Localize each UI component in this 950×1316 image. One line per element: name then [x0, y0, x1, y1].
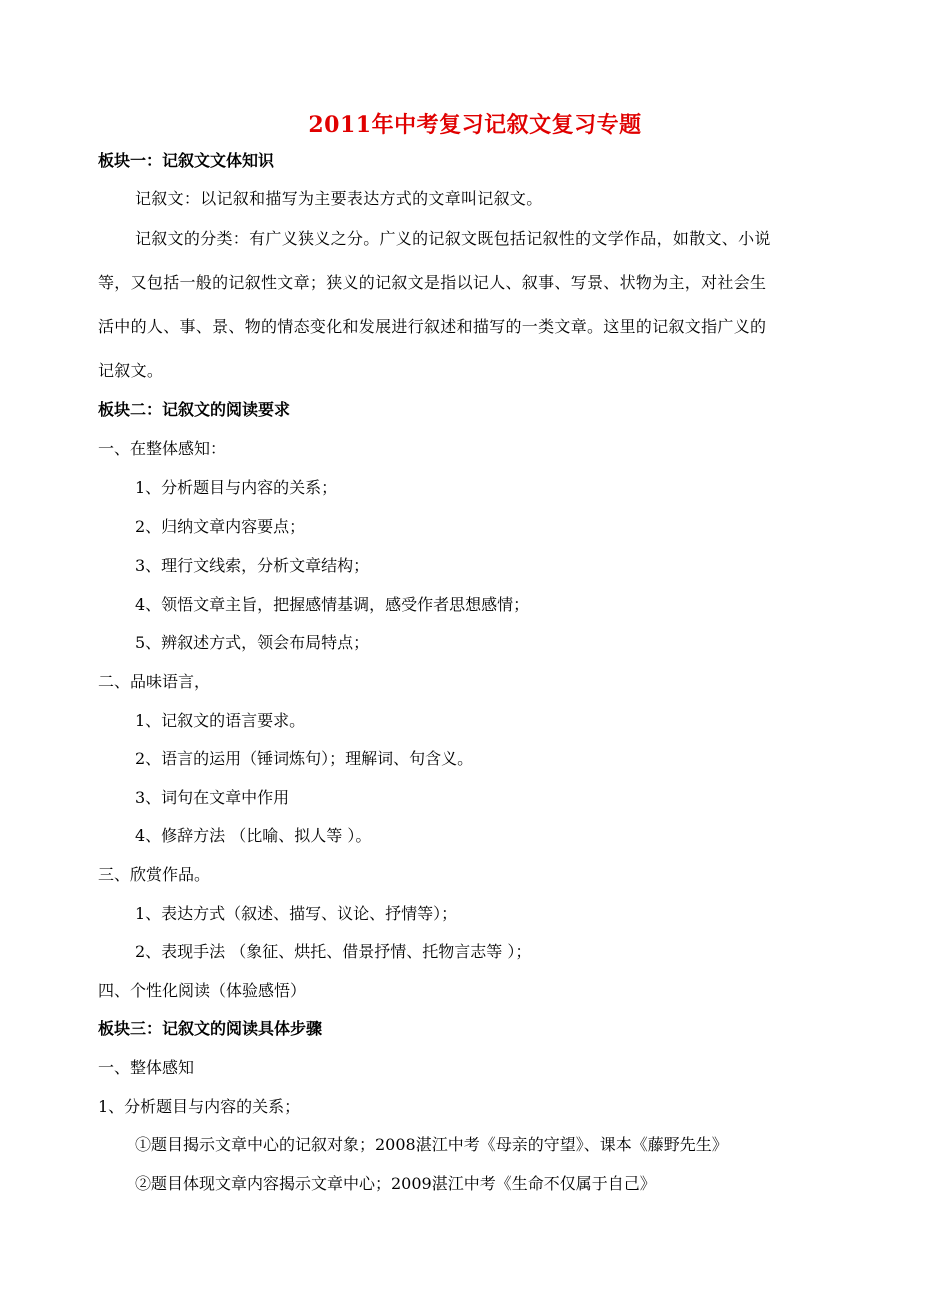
- list-item: 5、辨叙述方式，领会布局特点；: [135, 633, 370, 652]
- list-item: 3、理行文线索，分析文章结构；: [135, 556, 370, 575]
- list-item: 3、词句在文章中作用: [135, 788, 290, 807]
- section1-classification-line: 活中的人、事、景、物的情态变化和发展进行叙述和描写的一类文章。这里的记叙文指广义的: [98, 317, 767, 336]
- list-item: 1、记叙文的语言要求。: [135, 711, 306, 730]
- section2-part2-label: 二、品味语言，: [98, 672, 211, 691]
- sub-list-item: ①题目揭示文章中心的记叙对象；2008湛江中考《母亲的守望》、课本《藤野先生》: [135, 1135, 728, 1154]
- section3-heading: 板块三：记叙文的阅读具体步骤: [98, 1019, 323, 1038]
- section3-part1-label: 一、整体感知: [98, 1058, 195, 1077]
- list-item: 1、表达方式（叙述、描写、议论、抒情等）；: [135, 904, 458, 923]
- list-item: 2、归纳文章内容要点；: [135, 517, 306, 536]
- list-item: 2、表现手法 （象征、烘托、借景抒情、托物言志等 ）；: [135, 942, 532, 961]
- section2-part4-label: 四、个性化阅读（体验感悟）: [98, 981, 307, 1000]
- section2-heading: 板块二：记叙文的阅读要求: [98, 400, 291, 419]
- sub-list-item: ②题目体现文章内容揭示文章中心；2009湛江中考《生命不仅属于自己》: [135, 1174, 656, 1193]
- section2-part1-label: 一、在整体感知：: [98, 439, 227, 458]
- section1-heading: 板块一：记叙文文体知识: [98, 151, 275, 170]
- list-item: 4、修辞方法 （比喻、拟人等 ）。: [135, 826, 372, 845]
- section1-classification-line: 记叙文。: [98, 361, 164, 380]
- list-item: 2、语言的运用（锤词炼句）；理解词、句含义。: [135, 749, 474, 768]
- section1-classification-line: 等，又包括一般的记叙性文章；狭义的记叙文是指以记人、叙事、写景、状物为主，对社会生: [98, 273, 767, 292]
- section2-part3-label: 三、欣赏作品。: [98, 865, 211, 884]
- document-title: 2011年中考复习记叙文复习专题: [308, 112, 642, 138]
- section1-definition: 记叙文：以记叙和描写为主要表达方式的文章叫记叙文。: [135, 189, 543, 208]
- list-item: 1、分析题目与内容的关系；: [135, 478, 338, 497]
- section1-classification-line: 记叙文的分类：有广义狭义之分。广义的记叙文既包括记叙性的文学作品，如散文、小说: [135, 229, 771, 248]
- list-item: 4、领悟文章主旨，把握感情基调，感受作者思想感情；: [135, 595, 530, 614]
- section3-item1: 1、分析题目与内容的关系；: [98, 1097, 301, 1116]
